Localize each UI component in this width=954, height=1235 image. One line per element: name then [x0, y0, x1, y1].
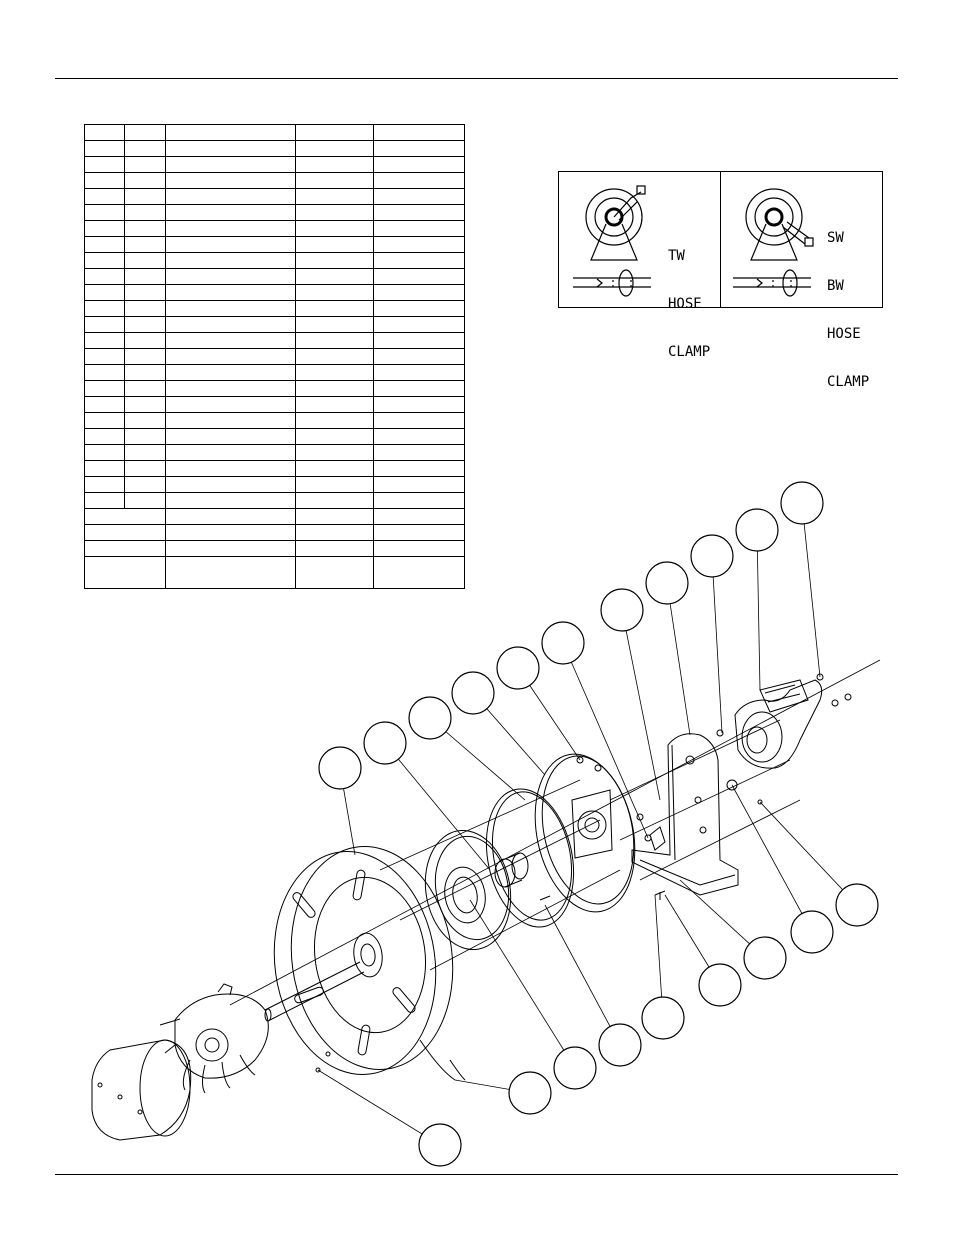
callout-bubble: [601, 589, 643, 631]
callout-bubble: [419, 1124, 461, 1166]
callout-bubble: [554, 1047, 596, 1089]
callout-bubble: [497, 647, 539, 689]
callout-bubble: [836, 884, 878, 926]
callout-bubble: [409, 697, 451, 739]
callout-bubble: [646, 562, 688, 604]
callout-bubble: [364, 722, 406, 764]
leader-lines: [318, 503, 857, 1145]
callout-bubble: [781, 482, 823, 524]
roller-guide-arm: [735, 680, 822, 768]
callout-bubble: [452, 672, 494, 714]
callout-bubble: [691, 535, 733, 577]
back-plate: [521, 745, 648, 921]
callout-bubble: [599, 1024, 641, 1066]
gasket-ring: [474, 781, 585, 935]
swivel-inlet-assembly: [160, 984, 268, 1093]
callout-bubble: [642, 997, 684, 1039]
callout-bubble: [542, 622, 584, 664]
callout-bubble: [699, 964, 741, 1006]
tw-hose-clamp-label: TW HOSE CLAMP: [668, 248, 711, 360]
callout-bubble: [791, 911, 833, 953]
callout-bubble: [744, 937, 786, 979]
mounting-bracket: [632, 734, 738, 895]
motor-housing: [92, 1040, 191, 1140]
callout-bubble: [509, 1072, 551, 1114]
sw-bw-hose-clamp-label: SW BW HOSE CLAMP: [827, 230, 870, 390]
callout-bubble: [319, 747, 361, 789]
reel-shaft: [265, 962, 364, 1021]
callout-bubble: [736, 509, 778, 551]
